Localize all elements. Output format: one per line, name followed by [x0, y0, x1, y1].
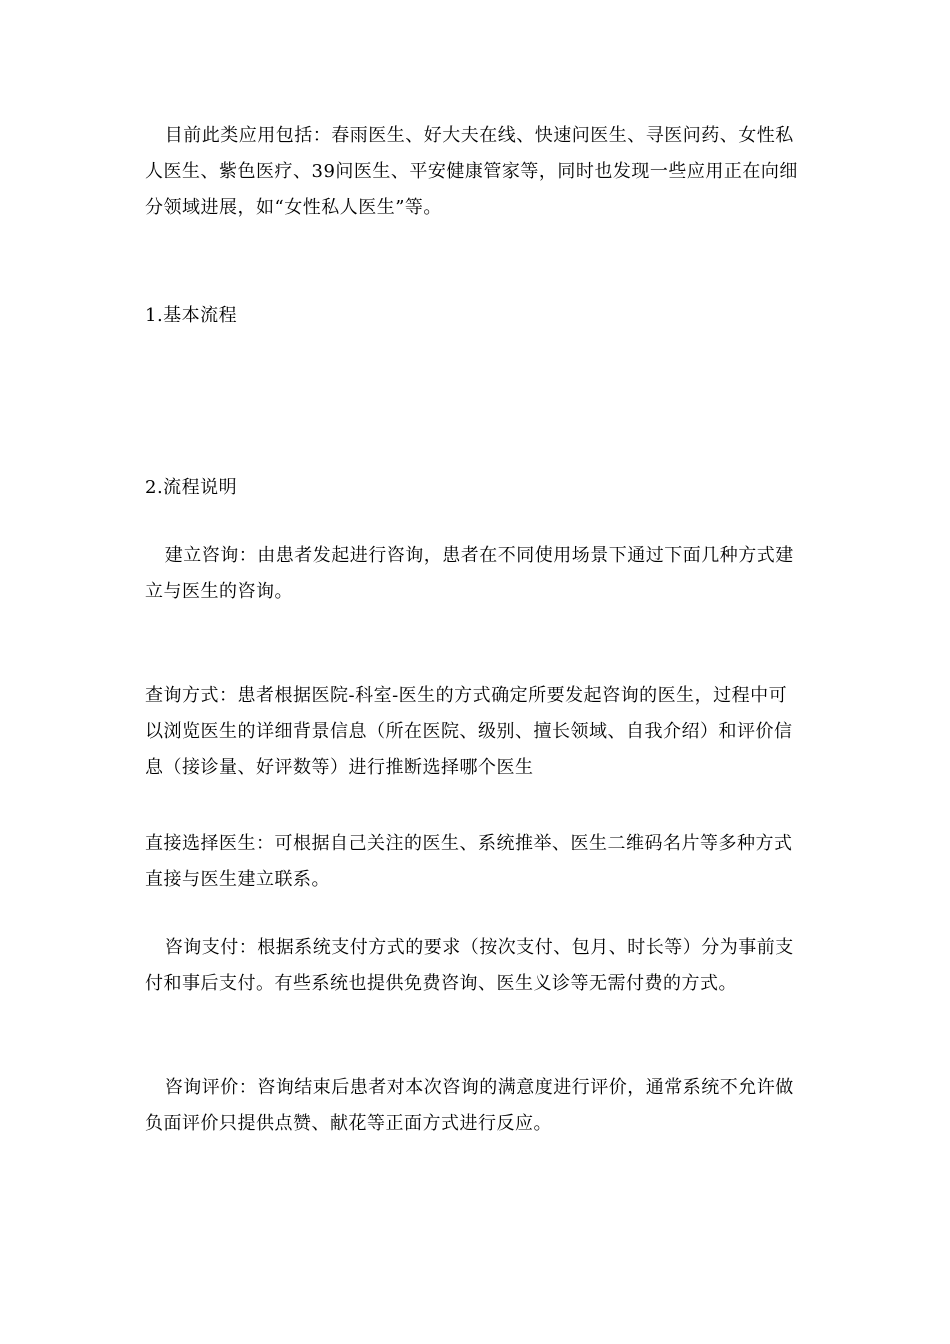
- paragraph-establish-consultation: 建立咨询：由患者发起进行咨询，患者在不同使用场景下通过下面几种方式建立与医生的咨询。: [145, 545, 794, 602]
- paragraph-consultation-evaluation: 咨询评价：咨询结束后患者对本次咨询的满意度进行评价，通常系统不允许做负面评价只提供点赞、献花等正面方式进行反应。: [145, 1077, 794, 1134]
- heading-basic-process: 1.基本流程: [145, 305, 238, 326]
- paragraph-apps-intro: 目前此类应用包括：春雨医生、好大夫在线、快速问医生、寻医问药、女性私人医生、紫色医疗、39问医生、平安健康管家等，同时也发现一些应用正在向细分领域进展，如“女性私人医生”等。: [145, 125, 798, 218]
- paragraph-consultation-payment: 咨询支付：根据系统支付方式的要求（按次支付、包月、时长等）分为事前支付和事后支付。有些系统也提供免费咨询、医生义诊等无需付费的方式。: [145, 937, 794, 994]
- heading-process-description: 2.流程说明: [145, 477, 238, 498]
- paragraph-query-method: 查询方式：患者根据医院-科室-医生的方式确定所要发起咨询的医生，过程中可以浏览医生的详细背景信息（所在医院、级别、擅长领域、自我介绍）和评价信息（接诊量、好评数等）进行推断选择哪个医生: [145, 685, 793, 778]
- paragraph-direct-select-doctor: 直接选择医生：可根据自己关注的医生、系统推举、医生二维码名片等多种方式直接与医生建立联系。: [145, 833, 793, 890]
